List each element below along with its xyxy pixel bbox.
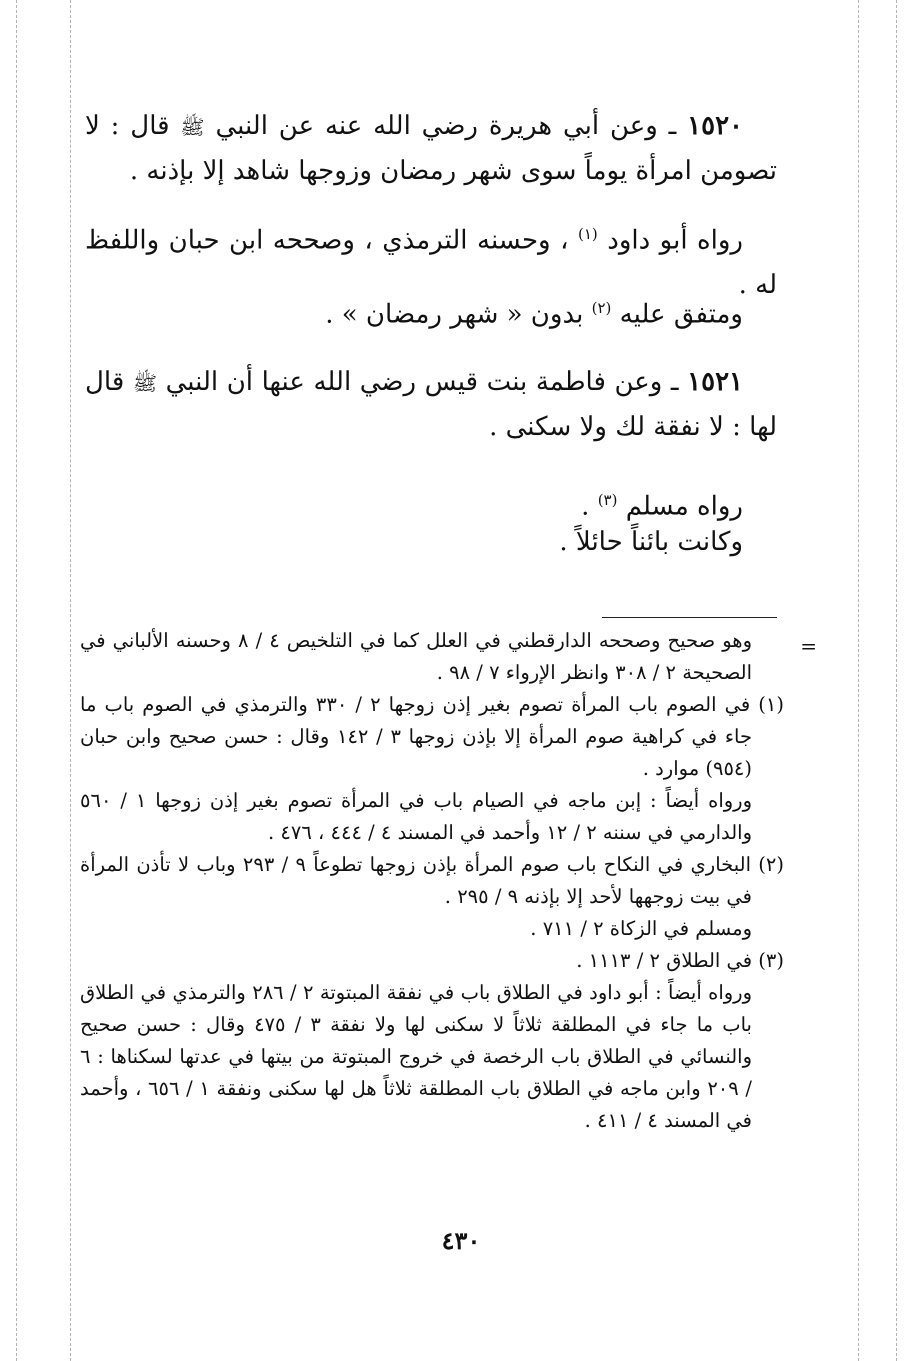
footnote-2-additional: ومسلم في الزكاة ٢ / ٧١١ . (530, 917, 752, 940)
footnote-ref-3[interactable]: (٣) (597, 491, 618, 509)
hadith-number: ١٥٢٠ (687, 111, 743, 141)
source-text: . (581, 491, 590, 522)
page-number: ٤٣٠ (441, 1226, 481, 1255)
footnote-1-additional: ورواه أيضاً : إبن ماجه في الصيام باب في المرأة تصوم بغير إذن زوجها ١ / ٥٦٠ والدارمي في سننه ٢ / ١٢ وأحمد في المسند ٤ / ٤٤٤ ، ٤٧٦ . (80, 789, 752, 844)
salawat-seal-icon: ﷺ (180, 115, 205, 139)
footnote-2: (٢) البخاري في النكاح باب صوم المرأة بإذن زوجها تطوعاً ٩ / ٢٩٣ وباب لا تأذن المرأة في بيت زوجهها لأحد إلا بإذنه ٩ / ٢٩٥ . (80, 853, 784, 908)
hadith-text: ـ وعن أبي هريرة رضي الله عنه عن النبي (215, 111, 677, 141)
hadith-1521-note (85, 520, 777, 564)
footnote-ref-2[interactable]: (٢) (591, 299, 612, 317)
note-text: وكانت بائناً حائلاً . (559, 527, 743, 557)
source-text: رواه أبو داود (607, 225, 743, 256)
footnote-1: (١) في الصوم باب المرأة تصوم بغير إذن زوجها ٢ / ٣٣٠ والترمذي في الصوم باب ما جاء في كراهية صوم المرأة إلا بإذن زوجها ٣ / ١٤٢ وقال : حسن صحيح وابن حبان (٩٥٤) موارد . (80, 693, 784, 780)
margin-guide-line (70, 0, 71, 1361)
footnote-ref-1[interactable]: (١) (577, 225, 598, 243)
footnote-separator (602, 617, 777, 618)
hadith-text: ـ وعن فاطمة بنت قيس رضي الله عنها أن النبي (165, 367, 679, 397)
source-text: ، وحسنه الترمذي ، وصححه ابن حبان واللفظ له . (85, 225, 777, 300)
hadith-1520-text (85, 104, 777, 193)
hadith-number: ١٥٢١ (687, 367, 743, 397)
footnote-3-additional: ورواه أيضاً : أبو داود في الطلاق باب في نفقة المبتوتة ٢ / ٢٨٦ والترمذي في الطلاق باب ما جاء في المطلقة ثلاثاً لا سكنى لها ولا نفقة ٣ / ٤٧٥ وقال : حسن صحيح والنسائي في الطلاق باب الرخصة في خروج المبتوتة من بيتها في عدتها لسكناها : ٦ / ٢٠٩ وابن ماجه في الطلاق باب المطلقة ثلاثاً هل لها سكنى ونفقة ١ / ٦٥٦ ، وأحمد في المسند ٤ / ٤١١ . (80, 981, 753, 1132)
source-text: رواه مسلم (625, 491, 743, 522)
source-text: بدون « شهر رمضان » . (325, 299, 584, 330)
footnotes (80, 625, 784, 1137)
margin-guide-line (858, 0, 859, 1361)
hadith-1521-text (85, 360, 777, 449)
hadith-text: قال لها : لا نفقة لك ولا سكنى . (85, 367, 777, 442)
source-text: ومتفق عليه (619, 299, 743, 330)
margin-guide-line (16, 0, 17, 1361)
hadith-text: قال : لا تصومن امرأة يوماً سوى شهر رمضان وزوجها شاهد إلا بإذنه . (85, 111, 777, 186)
salawat-seal-icon: ﷺ (132, 371, 158, 395)
footnote-continued: وهو صحيح وصححه الدارقطني في العلل كما في التلخيص ٤ / ٨ وحسنه الألباني في الصحيحة ٢ / ٣٠٨ وانظر الإرواء ٧ / ٩٨ . (80, 629, 752, 684)
footnote-3: (٣) في الطلاق ٢ / ١١١٣ . (576, 949, 784, 972)
margin-guide-line (896, 0, 897, 1361)
hadith-1520-source-2 (85, 286, 777, 337)
continuation-mark: = (800, 634, 817, 658)
